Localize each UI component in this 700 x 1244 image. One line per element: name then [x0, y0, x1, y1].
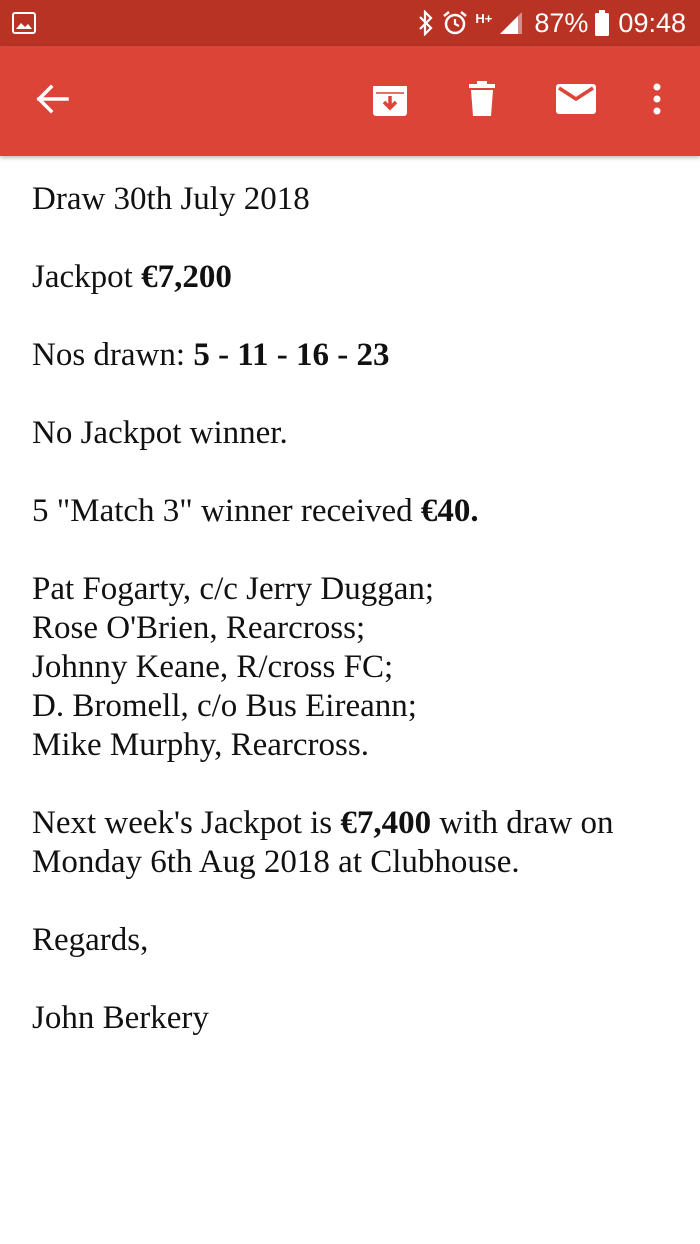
- mail-icon: [556, 84, 596, 119]
- toolbar: [0, 46, 700, 156]
- archive-icon: [372, 81, 408, 122]
- winner-item: Mike Murphy, Rearcross.: [32, 727, 369, 763]
- jackpot-amount: €7,200: [141, 259, 232, 295]
- clock: 09:48: [618, 7, 686, 38]
- regards: Regards,: [32, 922, 149, 958]
- alarm-icon: [441, 9, 469, 37]
- winner-item: Johnny Keane, R/cross FC;: [32, 649, 394, 685]
- archive-button[interactable]: [358, 46, 422, 156]
- signal-icon: [498, 10, 524, 36]
- arrow-back-icon: [35, 84, 69, 119]
- email-body: [32, 180, 682, 1077]
- winners-list: [32, 570, 682, 765]
- winner-item: Rose O'Brien, Rearcross;: [32, 610, 366, 646]
- back-button[interactable]: [20, 46, 84, 156]
- status-bar: [0, 0, 700, 46]
- next-jackpot: Next week's Jackpot is €7,400 with draw on Monday 6th Aug 2018 at Clubhouse.: [32, 805, 614, 880]
- winner-item: D. Bromell, c/o Bus Eireann;: [32, 688, 417, 724]
- jackpot-line: Jackpot €7,200: [32, 259, 232, 295]
- network-type-label: H+: [475, 10, 493, 26]
- delete-button[interactable]: [450, 46, 514, 156]
- draw-date: Draw 30th July 2018: [32, 181, 310, 217]
- next-jackpot-amount: €7,400: [340, 805, 432, 841]
- mark-unread-button[interactable]: [544, 46, 608, 156]
- more-vert-icon: [652, 83, 662, 120]
- drawn-numbers: 5 - 11 - 16 - 23: [193, 337, 390, 373]
- match-amount: €40.: [420, 493, 479, 529]
- status-icons: [417, 0, 686, 46]
- signature: John Berkery: [32, 1000, 209, 1036]
- battery-percent: 87%: [534, 7, 589, 38]
- numbers-drawn: Nos drawn: 5 - 11 - 16 - 23: [32, 337, 390, 373]
- match-line: 5 "Match 3" winner received €40.: [32, 493, 479, 529]
- trash-icon: [468, 81, 496, 122]
- battery-icon: [594, 9, 610, 37]
- winner-item: Pat Fogarty, c/c Jerry Duggan;: [32, 571, 435, 607]
- more-options-button[interactable]: [634, 46, 680, 156]
- bluetooth-icon: [417, 10, 435, 36]
- image-icon: [12, 12, 36, 34]
- no-winner-line: No Jackpot winner.: [32, 415, 288, 451]
